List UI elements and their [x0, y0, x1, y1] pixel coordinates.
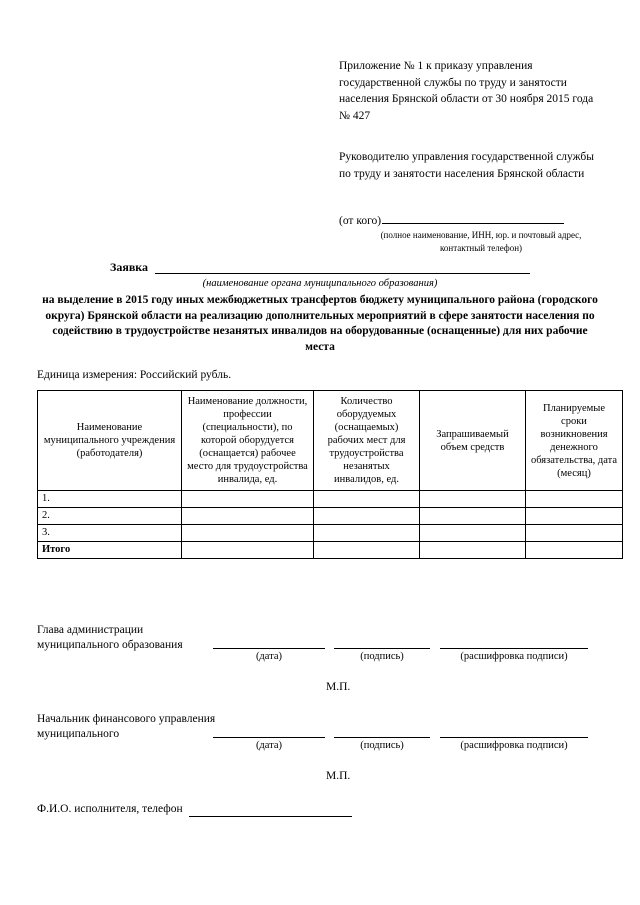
table-header-institution: Наименование муниципального учреждения (работодателя) — [38, 391, 182, 491]
total-cell-position[interactable] — [182, 542, 314, 559]
row-label: 1. — [38, 491, 182, 508]
from-caption-line-1: (полное наименование, ИНН, юр. и почтовый адрес, — [380, 230, 582, 240]
signature-role-head — [37, 623, 237, 653]
stamp-marker-head: М.П. — [326, 681, 351, 693]
decode-caption: (расшифровка подписи) — [460, 651, 568, 662]
table-row — [38, 508, 623, 525]
executor-input-rule[interactable] — [189, 804, 352, 817]
total-cell-workplaces[interactable] — [314, 542, 420, 559]
stamp-marker-finance: М.П. — [326, 770, 351, 782]
municipal-body-input-rule[interactable] — [155, 261, 530, 274]
executor-line — [37, 802, 352, 817]
appendix-reference: Приложение № 1 к приказу управления государственной службы по труду и занятости населения Брянской области от 30 ноября 2015 года № 427 — [339, 60, 594, 122]
signature-role-line-2: муниципального образования — [37, 639, 183, 651]
from-label: (от кого) — [339, 215, 382, 227]
total-cell-amount[interactable] — [420, 542, 526, 559]
row-cell-position[interactable] — [182, 508, 314, 525]
signature-role-finance — [37, 712, 237, 742]
table-header-amount: Запрашиваемый объем средств — [420, 391, 526, 491]
row-cell-amount[interactable] — [420, 508, 526, 525]
application-purpose-text: на выделение в 2015 году иных межбюджетных трансфертов бюджету муниципального района (городского округа) Брянской области на реализацию дополнительных мероприятий в сфере занятости населения по содействию в трудоустройстве незанятых инвалидов на оборудованные (оснащенные) для них рабочие места — [42, 294, 598, 353]
table-head — [38, 391, 623, 491]
application-title-label: Заявка — [110, 260, 149, 274]
signature-role-line-1: Начальник финансового управления — [37, 713, 216, 725]
addressee-block: Руководителю управления государственной службы по труду и занятости населения Брянской области — [339, 151, 595, 180]
signature-field-finance[interactable] — [334, 736, 430, 753]
table-total-row — [38, 542, 623, 559]
signature-fields-finance — [213, 736, 613, 753]
executor-label: Ф.И.О. исполнителя, телефон — [37, 803, 183, 815]
date-caption: (дата) — [255, 651, 283, 662]
signature-field-head[interactable] — [334, 647, 430, 664]
row-cell-amount[interactable] — [420, 491, 526, 508]
table-header-row — [38, 391, 623, 491]
table-header-position: Наименование должности, профессии (специальности), по которой оборудуется (оснащается) рабочее место для трудоустройства инвалида, ед. — [182, 391, 314, 491]
row-cell-amount[interactable] — [420, 525, 526, 542]
table-row — [38, 525, 623, 542]
decode-caption: (расшифровка подписи) — [460, 740, 568, 751]
table-body — [38, 491, 623, 559]
row-cell-workplaces[interactable] — [314, 491, 420, 508]
row-label: 2. — [38, 508, 182, 525]
unit-of-measure-label: Единица измерения: Российский рубль. — [37, 369, 232, 381]
row-cell-workplaces[interactable] — [314, 525, 420, 542]
row-cell-position[interactable] — [182, 491, 314, 508]
from-caption-line-2: контактный телефон) — [439, 242, 523, 253]
row-label: 3. — [38, 525, 182, 542]
date-caption: (дата) — [255, 740, 283, 751]
date-field-finance[interactable] — [213, 736, 325, 753]
signature-caption: (подпись) — [360, 651, 404, 662]
request-table — [37, 390, 623, 559]
table-header-workplaces: Количество оборудуемых (оснащаемых) рабочих мест для трудоустройства незанятых инвалидов, ед. — [314, 391, 420, 491]
date-field-head[interactable] — [213, 647, 325, 664]
row-cell-obligation[interactable] — [526, 508, 623, 525]
row-cell-position[interactable] — [182, 525, 314, 542]
row-cell-workplaces[interactable] — [314, 508, 420, 525]
table-header-obligation: Планируемые сроки возникновения денежного обязательства, дата (месяц) — [526, 391, 623, 491]
signature-caption: (подпись) — [360, 740, 404, 751]
total-label: Итого — [38, 542, 182, 559]
signature-fields-head — [213, 647, 613, 664]
decode-field-finance[interactable] — [440, 736, 588, 753]
signature-role-line-2: муниципального — [37, 728, 120, 740]
from-input-rule[interactable] — [382, 212, 564, 224]
total-cell-obligation[interactable] — [526, 542, 623, 559]
row-cell-obligation[interactable] — [526, 525, 623, 542]
row-cell-obligation[interactable] — [526, 491, 623, 508]
decode-field-head[interactable] — [440, 647, 588, 664]
application-title-row — [110, 260, 530, 274]
from-label-line — [339, 212, 615, 229]
application-title-caption: (наименование органа муниципального образования) — [202, 278, 438, 289]
from-block — [339, 212, 615, 254]
signature-role-line-1: Глава администрации — [37, 624, 144, 636]
table-row — [38, 491, 623, 508]
